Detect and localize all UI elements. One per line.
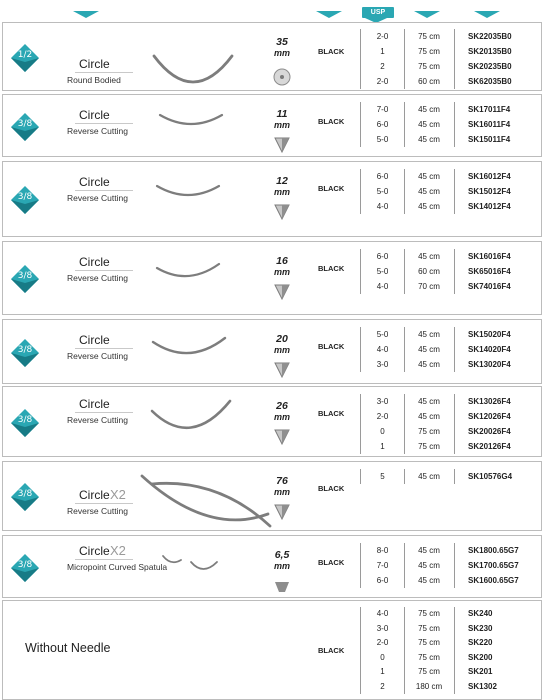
product-code: SK1700.65G7 [468, 561, 519, 570]
length-value: 45 cm [418, 397, 440, 406]
table-header [0, 0, 548, 22]
length-value: 75 cm [418, 62, 440, 71]
needle-shape-title: Circle [79, 255, 110, 269]
reverse-cutting-icon [273, 427, 291, 445]
product-code: SK220 [468, 638, 493, 647]
needle-length-unit: mm [273, 267, 290, 277]
usp-value: 5-0 [376, 330, 389, 339]
product-code: SK17011F4 [468, 105, 511, 114]
needle-point-type: Reverse Cutting [67, 415, 128, 425]
product-row [2, 241, 542, 315]
needle-image [149, 332, 229, 366]
usp-value: 2 [380, 681, 385, 691]
usp-column [360, 469, 405, 484]
usp-value: 4-0 [376, 609, 389, 618]
thread-color: BLACK [318, 184, 345, 193]
header-marker-icon [316, 11, 342, 18]
usp-value: 7-0 [376, 561, 389, 570]
reverse-cutting-icon [273, 202, 291, 220]
needle-image [161, 550, 221, 580]
length-value: 45 cm [418, 172, 440, 181]
product-code: SK15011F4 [468, 135, 511, 144]
length-value: 75 cm [418, 427, 440, 436]
curvature-badge [11, 113, 39, 141]
usp-value: 2-0 [376, 77, 389, 86]
multiplier-label: X2 [110, 487, 126, 502]
title-underline [75, 559, 133, 560]
length-value: 75 cm [418, 638, 440, 647]
title-underline [75, 270, 133, 271]
length-value: 60 cm [418, 77, 440, 86]
multiplier-label: X2 [110, 543, 126, 558]
thread-color: BLACK [318, 264, 345, 273]
usp-column [360, 607, 405, 694]
needle-length-unit: mm [273, 187, 290, 197]
usp-column [360, 169, 405, 214]
length-value: 75 cm [418, 442, 440, 451]
needle-length-unit: mm [273, 120, 290, 130]
usp-value: 1 [380, 667, 385, 676]
usp-value: 5-0 [376, 267, 389, 276]
usp-value: 4-0 [376, 282, 389, 291]
thread-color: BLACK [318, 646, 345, 655]
usp-value: 3-0 [376, 623, 389, 633]
length-value: 45 cm [418, 202, 440, 211]
title-underline [75, 190, 133, 191]
needle-image [138, 466, 273, 528]
spatula-icon [273, 576, 291, 594]
product-code: SK20135B0 [468, 47, 512, 56]
curvature-badge [11, 483, 39, 511]
product-code: SK16012F4 [468, 172, 511, 181]
title-underline [75, 503, 133, 504]
needle-shape-title: Circle [79, 108, 110, 122]
length-column [408, 543, 450, 588]
product-code: SK62035B0 [468, 77, 512, 86]
curvature-fraction: 1/2 [17, 50, 33, 60]
length-value: 45 cm [418, 135, 440, 144]
usp-value: 6-0 [376, 120, 389, 129]
needle-shape-title: Circle [79, 488, 110, 502]
usp-header-badge: USP [362, 7, 394, 18]
needle-length: 26 [276, 400, 288, 412]
needle-shape-title: Circle [79, 333, 110, 347]
curvature-fraction: 3/8 [17, 119, 33, 129]
usp-column [360, 327, 405, 372]
curvature-fraction: 3/8 [17, 415, 33, 425]
product-code: SK20235B0 [468, 62, 512, 71]
usp-value: 2-0 [376, 638, 389, 647]
code-column [454, 469, 512, 484]
length-column [408, 249, 450, 294]
product-code: SK10576G4 [468, 472, 513, 481]
title-underline [75, 123, 133, 124]
reverse-cutting-icon [273, 502, 291, 520]
usp-value: 2 [380, 62, 385, 71]
length-value: 45 cm [418, 576, 440, 585]
needle-point-type: Reverse Cutting [67, 506, 128, 516]
curvature-badge [11, 554, 39, 582]
product-code: SK12026F4 [468, 412, 511, 421]
product-code: SK65016F4 [468, 267, 511, 276]
length-value: 45 cm [418, 252, 440, 261]
needle-shape-title: Circle [79, 397, 110, 411]
header-marker-icon [73, 11, 99, 18]
product-row [2, 94, 542, 157]
product-code: SK20026F4 [468, 427, 511, 436]
product-code: SK240 [468, 609, 493, 618]
length-value: 45 cm [418, 546, 440, 555]
needle-image [146, 397, 236, 441]
usp-value: 5-0 [376, 187, 389, 196]
usp-value: 1 [380, 47, 385, 56]
usp-value: 7-0 [376, 105, 389, 114]
thread-color: BLACK [318, 558, 345, 567]
needle-length-unit: mm [273, 48, 290, 58]
product-row [2, 22, 542, 91]
product-code: SK14020F4 [468, 345, 511, 354]
header-marker-icon [414, 11, 440, 18]
length-value: 75 cm [418, 623, 440, 633]
product-code: SK16016F4 [468, 252, 511, 261]
length-value: 45 cm [418, 561, 440, 570]
length-column [408, 607, 450, 694]
usp-value: 4-0 [376, 202, 389, 211]
usp-value: 3-0 [376, 397, 389, 406]
product-code: SK22035B0 [468, 32, 512, 41]
usp-value: 6-0 [376, 172, 389, 181]
title-underline [75, 412, 133, 413]
needle-length: 6,5 [274, 549, 290, 561]
product-code: SK14012F4 [468, 202, 511, 211]
usp-value: 0 [380, 427, 385, 436]
length-value: 45 cm [418, 120, 440, 129]
reverse-cutting-icon [273, 135, 291, 153]
length-column [408, 29, 450, 89]
usp-value: 6-0 [376, 576, 389, 585]
product-code: SK15012F4 [468, 187, 511, 196]
product-code: SK230 [468, 623, 493, 633]
product-code: SK13026F4 [468, 397, 511, 406]
code-column [454, 169, 511, 214]
without-needle-label: Without Needle [25, 641, 111, 655]
usp-value: 1 [380, 442, 385, 451]
code-column [454, 327, 511, 372]
reverse-cutting-icon [273, 360, 291, 378]
product-row [2, 461, 542, 531]
thread-color: BLACK [318, 484, 345, 493]
length-column [408, 102, 450, 147]
thread-color: BLACK [318, 47, 345, 56]
length-value: 180 cm [415, 681, 443, 691]
product-row [2, 535, 542, 598]
title-underline [75, 348, 133, 349]
needle-length: 76 [276, 475, 288, 487]
usp-value: 2-0 [376, 32, 389, 41]
needle-length: 16 [276, 255, 288, 267]
curvature-badge [11, 186, 39, 214]
needle-shape-title: Circle [79, 544, 110, 558]
product-code: SK13020F4 [468, 360, 511, 369]
code-column [454, 394, 511, 454]
code-column [454, 249, 511, 294]
usp-value: 3-0 [376, 360, 389, 369]
product-code: SK1600.65G7 [468, 576, 519, 585]
header-marker-icon [474, 11, 500, 18]
length-value: 75 cm [418, 652, 440, 662]
product-code: SK1800.65G7 [468, 546, 519, 555]
curvature-badge [11, 409, 39, 437]
product-code: SK15020F4 [468, 330, 511, 339]
thread-color: BLACK [318, 117, 345, 126]
needle-image [153, 176, 223, 206]
length-column [408, 469, 450, 484]
length-value: 75 cm [418, 32, 440, 41]
needle-length-unit: mm [273, 487, 290, 497]
usp-column [360, 543, 405, 588]
needle-length-unit: mm [273, 412, 290, 422]
needle-length: 11 [276, 108, 288, 120]
code-column [454, 102, 510, 147]
needle-point-type: Reverse Cutting [67, 126, 128, 136]
length-value: 75 cm [418, 667, 440, 676]
length-value: 45 cm [418, 412, 440, 421]
curvature-fraction: 3/8 [17, 345, 33, 355]
length-value: 75 cm [418, 47, 440, 56]
length-value: 60 cm [418, 267, 440, 276]
thread-color: BLACK [318, 409, 345, 418]
length-value: 45 cm [418, 472, 440, 481]
length-value: 45 cm [418, 105, 440, 114]
usp-column [360, 29, 405, 89]
curvature-fraction: 3/8 [17, 560, 33, 570]
curvature-fraction: 3/8 [17, 489, 33, 499]
usp-value: 5-0 [376, 135, 389, 144]
usp-value: 4-0 [376, 345, 389, 354]
usp-value: 0 [380, 652, 385, 662]
reverse-cutting-icon [273, 282, 291, 300]
usp-value: 6-0 [376, 252, 389, 261]
product-row [2, 161, 542, 237]
code-column [454, 543, 519, 588]
code-column [454, 29, 512, 89]
needle-length: 12 [276, 175, 288, 187]
usp-column [360, 249, 405, 294]
product-row [2, 600, 542, 700]
product-row [2, 319, 542, 384]
needle-image [153, 256, 223, 286]
usp-value: 2-0 [376, 412, 389, 421]
needle-shape-title: Circle [79, 57, 110, 71]
length-value: 70 cm [418, 282, 440, 291]
needle-image [156, 107, 226, 137]
needle-length-unit: mm [273, 345, 290, 355]
needle-point-type: Micropoint Curved Spatula [67, 562, 168, 572]
curvature-fraction: 3/8 [17, 192, 33, 202]
curvature-badge [11, 44, 39, 72]
curvature-badge [11, 339, 39, 367]
curvature-badge [11, 265, 39, 293]
length-value: 45 cm [418, 187, 440, 196]
product-code: SK74016F4 [468, 282, 511, 291]
product-row [2, 386, 542, 457]
needle-point-type: Round Bodied [67, 75, 121, 85]
length-value: 45 cm [418, 345, 440, 354]
length-column [408, 394, 450, 454]
code-column [454, 607, 497, 694]
product-code: SK1302 [468, 681, 497, 691]
usp-value: 5 [380, 472, 385, 481]
needle-point-type: Reverse Cutting [67, 351, 128, 361]
product-code: SK201 [468, 667, 493, 676]
needle-shape-title: Circle [79, 175, 110, 189]
needle-length-unit: mm [273, 561, 290, 571]
length-value: 45 cm [418, 330, 440, 339]
length-value: 45 cm [418, 360, 440, 369]
length-column [408, 327, 450, 372]
round-body-icon [273, 68, 291, 86]
curvature-fraction: 3/8 [17, 271, 33, 281]
product-code: SK16011F4 [468, 120, 511, 129]
usp-column [360, 394, 405, 454]
product-code: SK20126F4 [468, 442, 511, 451]
needle-length: 20 [276, 333, 288, 345]
title-underline [75, 72, 133, 73]
length-column [408, 169, 450, 214]
usp-column [360, 102, 405, 147]
needle-length: 35 [276, 36, 288, 48]
length-value: 75 cm [418, 609, 440, 618]
needle-point-type: Reverse Cutting [67, 273, 128, 283]
usp-value: 8-0 [376, 546, 389, 555]
product-code: SK200 [468, 652, 493, 662]
needle-point-type: Reverse Cutting [67, 193, 128, 203]
needle-image [148, 48, 238, 98]
thread-color: BLACK [318, 342, 345, 351]
